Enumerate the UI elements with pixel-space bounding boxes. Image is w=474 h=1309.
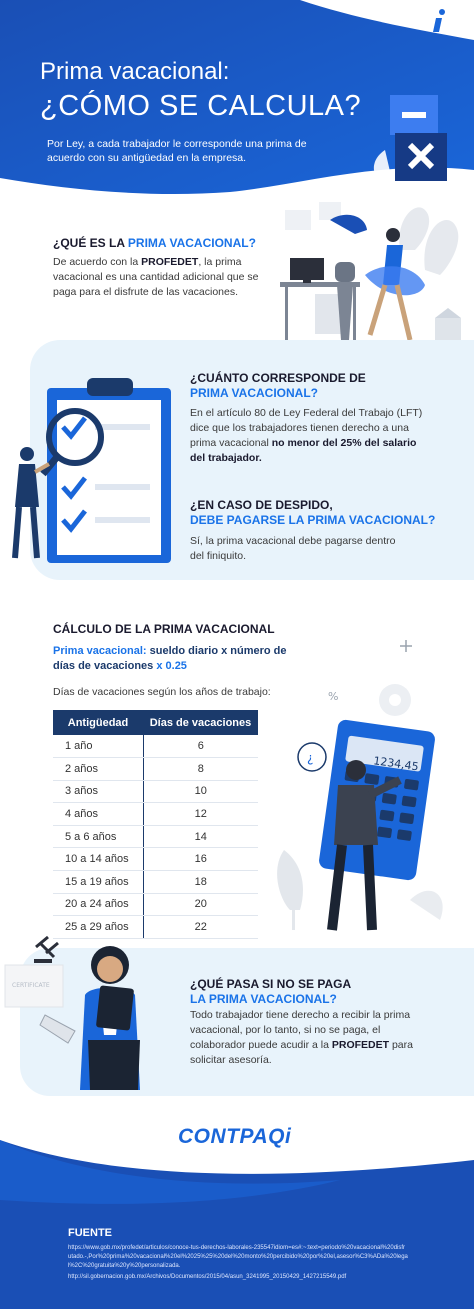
table-row bbox=[53, 780, 258, 803]
section3-question: ¿EN CASO DE DESPIDO, DEBE PAGARSE LA PRIMA VACACIONAL? bbox=[190, 498, 436, 527]
section4-text: Todo trabajador tiene derecho a recibir la prima vacacional, por lo tanto, si no se paga, el colaborador puede acudir a la PROFEDET para solicitar asesoría. bbox=[190, 1009, 413, 1066]
column-header-days: Días de vacaciones bbox=[143, 710, 258, 735]
header-subtitle: Por Ley, a cada trabajador le corresponde una prima de acuerdo con su antigüedad en la empresa. bbox=[47, 138, 307, 164]
table-cell: 20 a 24 años bbox=[53, 893, 143, 916]
section1-text: De acuerdo con la PROFEDET, la prima vacacional es una cantidad adicional que se paga para el disfrute de las vacaciones. bbox=[53, 256, 259, 298]
table-cell: 14 bbox=[143, 825, 258, 848]
calculator-illustration bbox=[270, 630, 470, 940]
table-row bbox=[53, 825, 258, 848]
table-cell: 22 bbox=[143, 916, 258, 939]
table-cell: 25 a 29 años bbox=[53, 916, 143, 939]
footer-background bbox=[0, 1130, 474, 1309]
table-cell: 8 bbox=[143, 758, 258, 781]
page-title-line1: Prima vacacional: bbox=[40, 58, 230, 85]
footer-title: FUENTE bbox=[68, 1227, 112, 1239]
table-cell: 12 bbox=[143, 803, 258, 826]
table-row bbox=[53, 803, 258, 826]
page-title-line2: ¿CÓMO SE CALCULA? bbox=[40, 90, 362, 122]
table-cell: 20 bbox=[143, 893, 258, 916]
table-intro: Días de vacaciones según los años de trabajo: bbox=[53, 686, 271, 698]
certificate-label: CERTIFICATE bbox=[12, 982, 50, 989]
table-cell: 16 bbox=[143, 848, 258, 871]
vacation-days-table bbox=[53, 710, 258, 939]
table-cell: 10 bbox=[143, 780, 258, 803]
calculator-display: 1234,45 bbox=[372, 754, 420, 774]
svg-text:¿: ¿ bbox=[307, 751, 314, 765]
table-row bbox=[53, 735, 258, 758]
table-cell: 2 años bbox=[53, 758, 143, 781]
clipboard-illustration bbox=[5, 372, 175, 567]
svg-text:%: % bbox=[328, 690, 339, 703]
table-row bbox=[53, 871, 258, 894]
table-cell: 6 bbox=[143, 735, 258, 758]
calc-title: CÁLCULO DE LA PRIMA VACACIONAL bbox=[53, 622, 275, 636]
brand-icon bbox=[430, 8, 448, 34]
brand-logo: CONTPAQi bbox=[178, 1125, 292, 1148]
calc-formula: Prima vacacional: sueldo diario x número de días de vacaciones x 0.25 bbox=[53, 645, 287, 672]
table-row bbox=[53, 893, 258, 916]
section4-question: ¿QUÉ PASA SI NO SE PAGA LA PRIMA VACACIONAL? bbox=[190, 977, 352, 1006]
section3-text: Sí, la prima vacacional debe pagarse dentro del finiquito. bbox=[190, 535, 396, 562]
section2-text: En el artículo 80 de Ley Federal del Trabajo (LFT) dice que los trabajadores tienen derecho a una prima vacacional no menor del 25% del salario del trabajador. bbox=[190, 407, 423, 464]
table-cell: 5 a 6 años bbox=[53, 825, 143, 848]
table-row bbox=[53, 758, 258, 781]
table-cell: 4 años bbox=[53, 803, 143, 826]
table-row bbox=[53, 848, 258, 871]
table-cell: 10 a 14 años bbox=[53, 848, 143, 871]
worker-illustration bbox=[0, 935, 165, 1095]
table-cell: 3 años bbox=[53, 780, 143, 803]
footer-link-1[interactable]: https://www.gob.mx/profedet/articulos/conoce-tus-derechos-laborales-235547idiom=es#:~:text=periodo%20vacacional%20disfrutado.-,Por%20prima%20vacacional%20el%2025%25%20del%20monto%20percibido%20por%20el,asesor%C3%ADa%20legal%2C%20gratuita%20y%20personalizada. bbox=[68, 1245, 408, 1269]
footer-link-2[interactable]: http://sil.gobernacion.gob.mx/Archivos/Documentos/2015/04/asun_3241995_20150429_1427215549.pdf bbox=[68, 1274, 347, 1280]
table-cell: 1 año bbox=[53, 735, 143, 758]
table-header-row bbox=[53, 710, 258, 735]
table-cell: 18 bbox=[143, 871, 258, 894]
section2-question: ¿CUÁNTO CORRESPONDE DE PRIMA VACACIONAL? bbox=[190, 371, 366, 400]
table-cell: 15 a 19 años bbox=[53, 871, 143, 894]
office-illustration bbox=[275, 190, 474, 350]
section1-question: ¿QUÉ ES LA PRIMA VACACIONAL? bbox=[53, 236, 256, 250]
footer-banner bbox=[0, 1130, 474, 1309]
column-header-seniority: Antigüedad bbox=[53, 710, 143, 735]
